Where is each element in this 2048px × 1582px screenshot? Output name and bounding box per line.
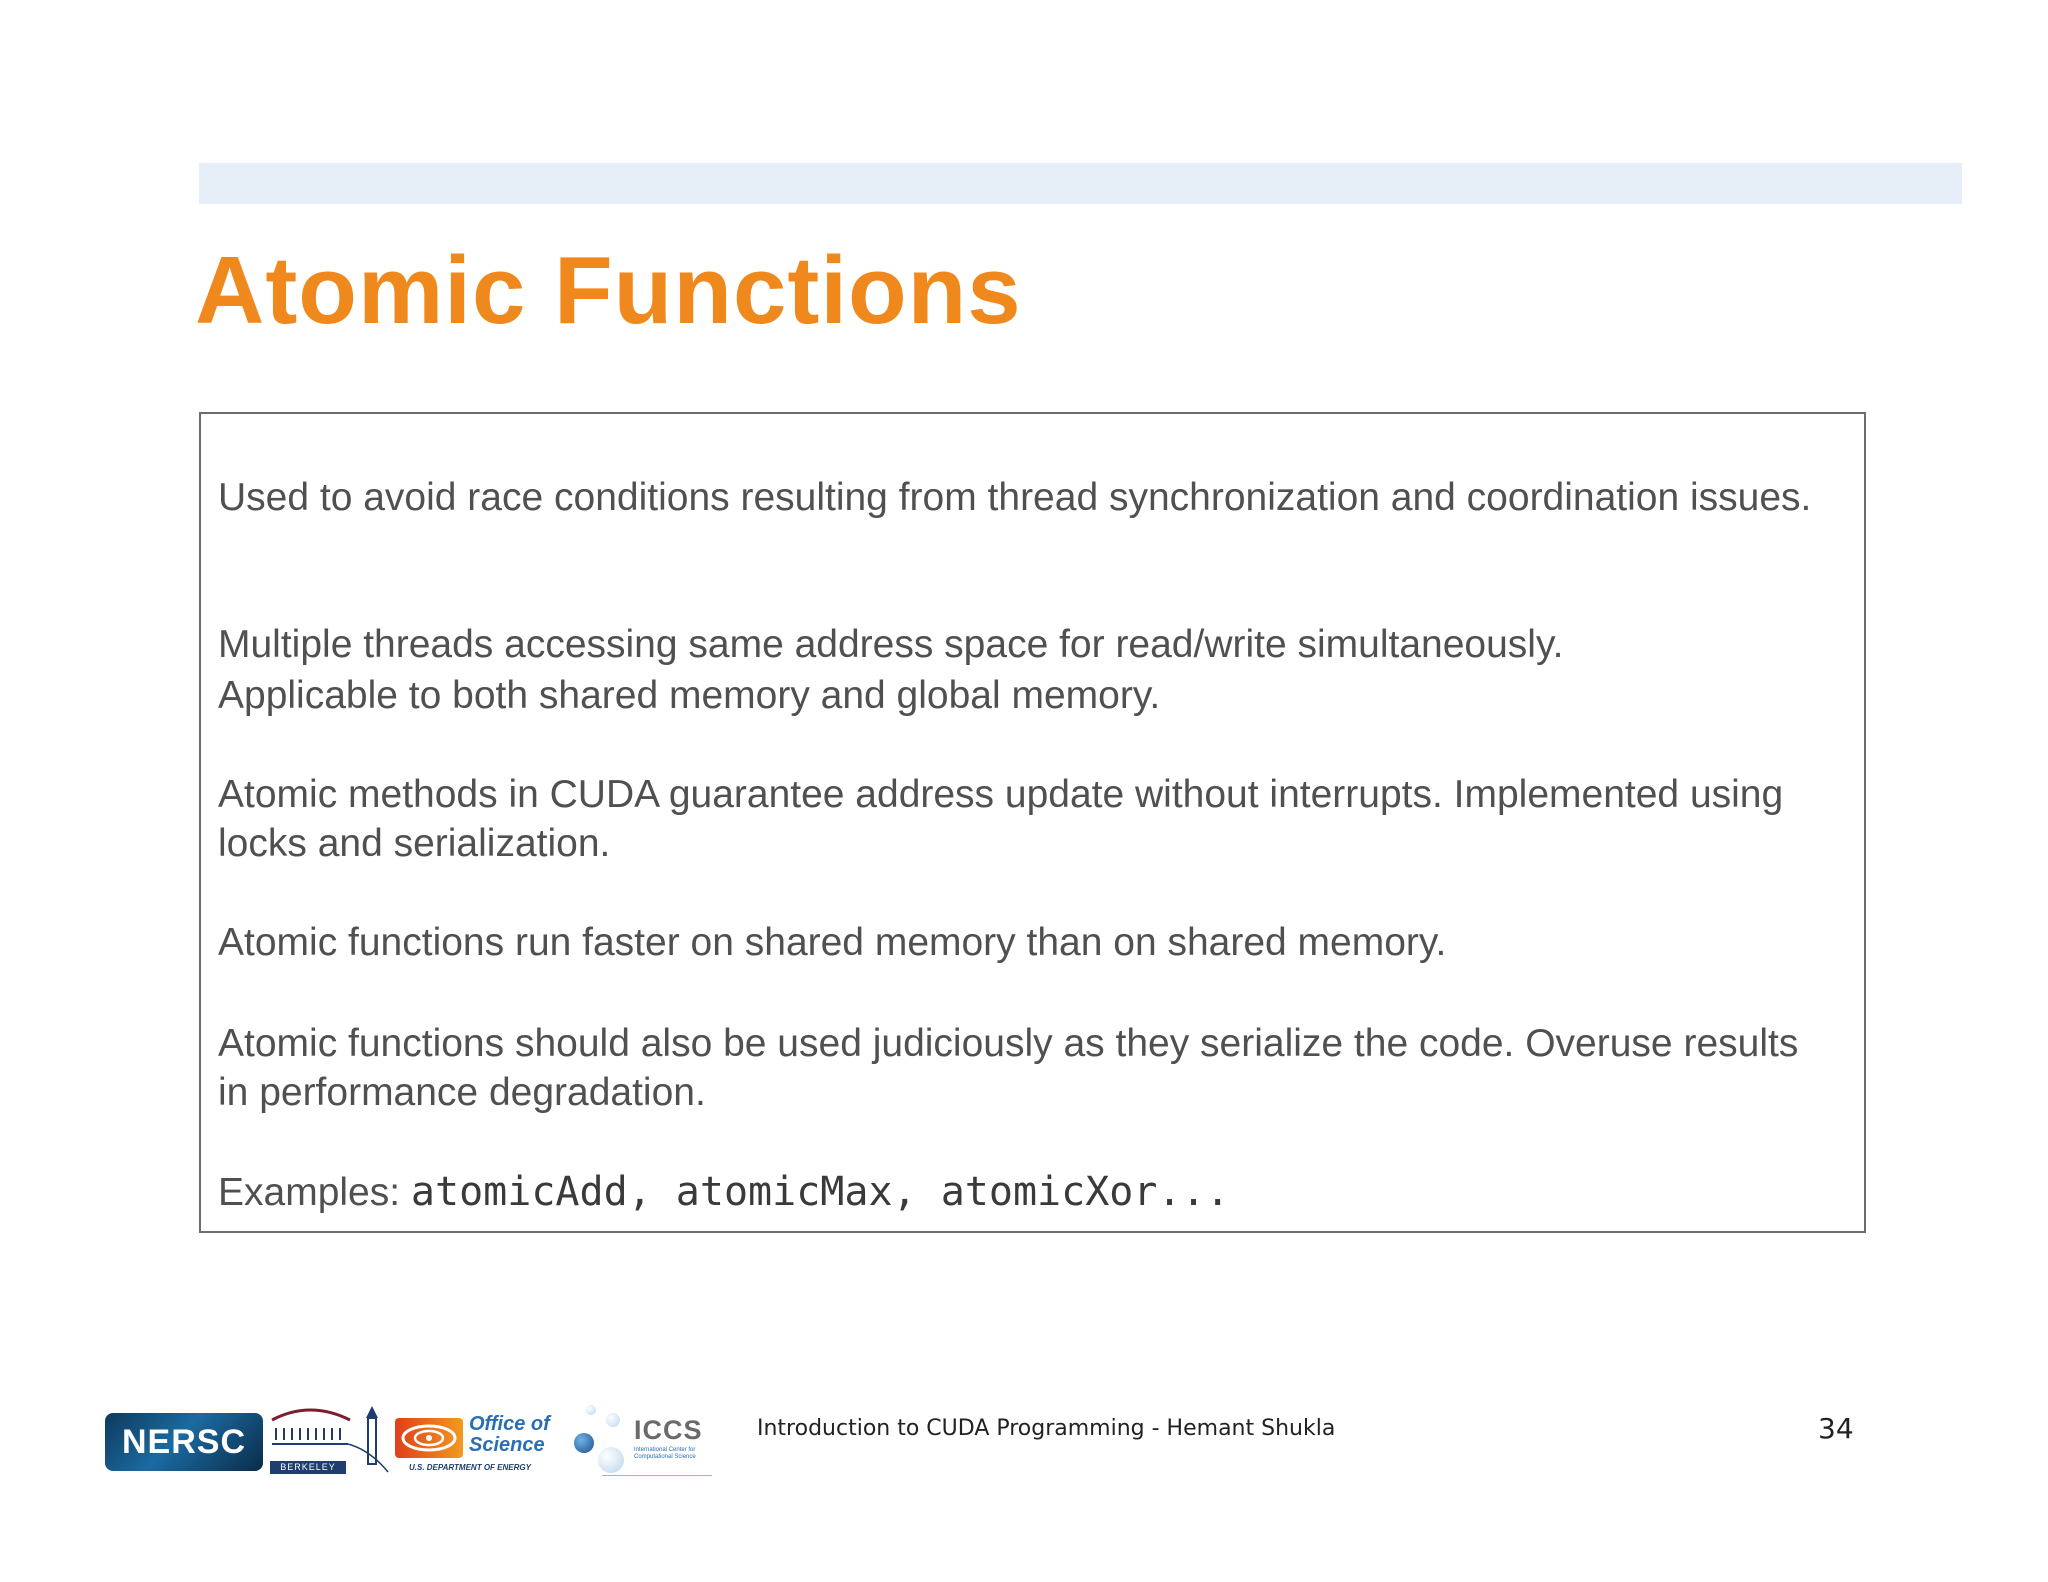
examples-code: atomicAdd, atomicMax, atomicXor... xyxy=(410,1169,1230,1215)
paragraph-atomic-methods: Atomic methods in CUDA guarantee address update without interrupts. Implemented using locks and serialization. xyxy=(218,773,1784,865)
nersc-logo-text: NERSC xyxy=(121,1422,247,1461)
bubble-icon xyxy=(598,1447,624,1473)
berkeley-lab-label: BERKELEY LAB xyxy=(270,1461,346,1474)
berkeley-lab-logo xyxy=(270,1398,390,1485)
iccs-subtitle: International Center for Computational Science xyxy=(634,1447,696,1460)
nersc-logo xyxy=(105,1413,263,1471)
paragraph-examples xyxy=(218,1168,1828,1217)
iccs-logo xyxy=(572,1403,712,1481)
doe-swirl-icon xyxy=(395,1418,463,1458)
iccs-title: ICCS xyxy=(634,1415,703,1445)
page-number: 34 xyxy=(1818,1412,1854,1445)
slide-title: Atomic Functions xyxy=(195,237,1022,344)
office-of-science-logo xyxy=(395,1414,570,1476)
paragraph-race-conditions: Used to avoid race conditions resulting from thread synchronization and coordination issues. xyxy=(218,476,1812,519)
globe-icon xyxy=(574,1433,594,1453)
bubble-icon xyxy=(606,1413,620,1427)
header-band xyxy=(199,163,1962,204)
doe-emblem-icon xyxy=(395,1418,463,1458)
paragraph-judicious: Atomic functions should also be used judiciously as they serialize the code. Overuse results in performance degradation. xyxy=(218,1022,1799,1114)
bubble-icon xyxy=(586,1405,596,1415)
paragraph-multiple-threads: Multiple threads accessing same address space for read/write simultaneously. xyxy=(218,623,1564,666)
divider xyxy=(602,1475,712,1476)
office-of-science-title: Office of Science xyxy=(469,1413,550,1456)
examples-label: Examples: xyxy=(218,1171,411,1214)
doe-label: U.S. DEPARTMENT OF ENERGY xyxy=(409,1463,531,1472)
paragraph-applicable: Applicable to both shared memory and global memory. xyxy=(218,674,1161,717)
footer-caption: Introduction to CUDA Programming - Hemant Shukla xyxy=(757,1416,1336,1441)
paragraph-faster-shared: Atomic functions run faster on shared memory than on shared memory. xyxy=(218,921,1447,964)
